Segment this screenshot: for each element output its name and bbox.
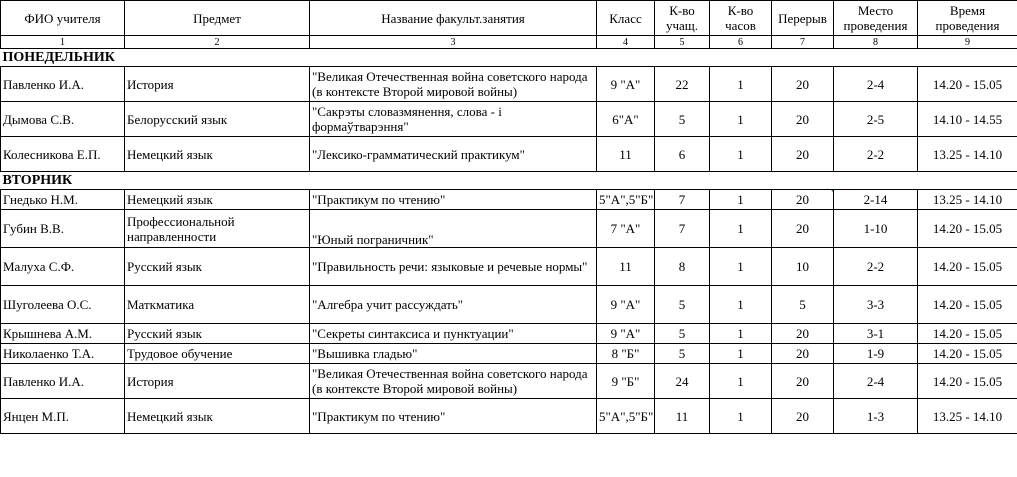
cell-break: 20 xyxy=(772,102,834,137)
cell-course: "Практикум по чтению" xyxy=(310,190,597,210)
cell-students: 5 xyxy=(655,286,710,324)
header-time: Время проведения xyxy=(918,1,1017,36)
cell-class: 8 "Б" xyxy=(597,344,655,364)
day-row-monday xyxy=(1,49,1017,67)
cell-students: 7 xyxy=(655,210,710,248)
cell-place: 2-2 xyxy=(834,137,918,172)
table-row xyxy=(1,248,1017,286)
cell-break: 20 xyxy=(772,364,834,399)
cell-place: 1-10 xyxy=(834,210,918,248)
cell-break: 20 xyxy=(772,67,834,102)
cell-break: 20 xyxy=(772,190,834,210)
cell-place: 2-14 xyxy=(834,190,918,210)
cell-break: 5 xyxy=(772,286,834,324)
cell-break: 20 xyxy=(772,344,834,364)
cell-students: 22 xyxy=(655,67,710,102)
cell-break: 20 xyxy=(772,324,834,344)
cell-time: 13.25 - 14.10 xyxy=(918,190,1017,210)
cell-time: 13.25 - 14.10 xyxy=(918,399,1017,434)
cell-course: "Алгебра учит рассуждать" xyxy=(310,286,597,324)
cell-break: 20 xyxy=(772,399,834,434)
cell-subject: Белорусский язык xyxy=(125,102,310,137)
column-number: 8 xyxy=(834,36,918,49)
cell-course: "Великая Отечественная война советского народа (в контексте Второй мировой войны) xyxy=(310,67,597,102)
cell-place: 2-5 xyxy=(834,102,918,137)
cell-course: "Лексико-грамматический практикум" xyxy=(310,137,597,172)
table-row xyxy=(1,399,1017,434)
cell-hours: 1 xyxy=(710,210,772,248)
column-number: 7 xyxy=(772,36,834,49)
cell-break: 20 xyxy=(772,210,834,248)
cell-time: 14.10 - 14.55 xyxy=(918,102,1017,137)
column-number: 1 xyxy=(1,36,125,49)
cell-class: 9 "А" xyxy=(597,324,655,344)
cell-teacher: Павленко И.А. xyxy=(1,364,125,399)
column-number: 5 xyxy=(655,36,710,49)
header-course: Название факульт.занятия xyxy=(310,1,597,36)
cell-class: 9 "А" xyxy=(597,286,655,324)
cell-subject: Немецкий язык xyxy=(125,137,310,172)
day-row-tuesday xyxy=(1,172,1017,190)
cell-teacher: Шуголеева О.С. xyxy=(1,286,125,324)
table-row xyxy=(1,286,1017,324)
cell-students: 24 xyxy=(655,364,710,399)
cell-hours: 1 xyxy=(710,344,772,364)
cell-time: 14.20 - 15.05 xyxy=(918,248,1017,286)
cell-time: 14.20 - 15.05 xyxy=(918,286,1017,324)
cell-subject: Русский язык xyxy=(125,324,310,344)
cell-students: 11 xyxy=(655,399,710,434)
cell-class: 6"А" xyxy=(597,102,655,137)
cell-place: 2-4 xyxy=(834,67,918,102)
table-row xyxy=(1,67,1017,102)
header-place: Место проведения xyxy=(834,1,918,36)
header-subject: Предмет xyxy=(125,1,310,36)
column-number: 6 xyxy=(710,36,772,49)
cell-students: 7 xyxy=(655,190,710,210)
cell-teacher: Крышнева А.М. xyxy=(1,324,125,344)
column-number: 2 xyxy=(125,36,310,49)
cell-place: 2-2 xyxy=(834,248,918,286)
cell-time: 14.20 - 15.05 xyxy=(918,67,1017,102)
cell-subject: История xyxy=(125,364,310,399)
column-number: 4 xyxy=(597,36,655,49)
cell-class: 7 "А" xyxy=(597,210,655,248)
cell-class: 5"А",5"Б" xyxy=(597,399,655,434)
header-teacher: ФИО учителя xyxy=(1,1,125,36)
cell-students: 5 xyxy=(655,324,710,344)
day-label-tuesday: ВТОРНИК xyxy=(1,172,1017,190)
cell-course: "Великая Отечественная война советского народа (в контексте Второй мировой войны) xyxy=(310,364,597,399)
cell-course: "Правильность речи: языковые и речевые нормы" xyxy=(310,248,597,286)
cell-course: "Юный пограничник" xyxy=(310,210,597,248)
cell-teacher: Янцен М.П. xyxy=(1,399,125,434)
cell-students: 8 xyxy=(655,248,710,286)
cell-time: 13.25 - 14.10 xyxy=(918,137,1017,172)
cell-hours: 1 xyxy=(710,286,772,324)
header-row xyxy=(1,1,1017,36)
cell-hours: 1 xyxy=(710,399,772,434)
cell-course: "Сакрэты словазмянення, слова - і формаўтварэння" xyxy=(310,102,597,137)
cell-time: 14.20 - 15.05 xyxy=(918,324,1017,344)
cell-hours: 1 xyxy=(710,364,772,399)
table-row xyxy=(1,324,1017,344)
table-row xyxy=(1,102,1017,137)
cell-hours: 1 xyxy=(710,137,772,172)
cell-place: 3-1 xyxy=(834,324,918,344)
cell-place: 1-3 xyxy=(834,399,918,434)
cell-place: 1-9 xyxy=(834,344,918,364)
cell-hours: 1 xyxy=(710,67,772,102)
cell-students: 5 xyxy=(655,344,710,364)
cell-hours: 1 xyxy=(710,324,772,344)
cell-time: 14.20 - 15.05 xyxy=(918,344,1017,364)
cell-class: 5"А",5"Б" xyxy=(597,190,655,210)
header-hours: К-во часов xyxy=(710,1,772,36)
cell-place: 2-4 xyxy=(834,364,918,399)
cell-teacher: Павленко И.А. xyxy=(1,67,125,102)
cell-subject: Немецкий язык xyxy=(125,399,310,434)
cell-subject: Профессиональной направленности xyxy=(125,210,310,248)
cell-time: 14.20 - 15.05 xyxy=(918,364,1017,399)
cell-course: "Секреты синтаксиса и пунктуации" xyxy=(310,324,597,344)
header-class: Класс xyxy=(597,1,655,36)
cell-subject: Маткматика xyxy=(125,286,310,324)
cell-course: "Вышивка гладью" xyxy=(310,344,597,364)
cell-teacher: Колесникова Е.П. xyxy=(1,137,125,172)
cell-hours: 1 xyxy=(710,248,772,286)
day-label-monday: ПОНЕДЕЛЬНИК xyxy=(1,49,1017,67)
table-row xyxy=(1,137,1017,172)
cell-students: 5 xyxy=(655,102,710,137)
cell-subject: Трудовое обучение xyxy=(125,344,310,364)
cell-students: 6 xyxy=(655,137,710,172)
cell-subject: Немецкий язык xyxy=(125,190,310,210)
column-number: 9 xyxy=(918,36,1017,49)
cell-hours: 1 xyxy=(710,190,772,210)
cell-break: 10 xyxy=(772,248,834,286)
cell-hours: 1 xyxy=(710,102,772,137)
column-number: 3 xyxy=(310,36,597,49)
table-row xyxy=(1,210,1017,248)
cell-subject: История xyxy=(125,67,310,102)
header-students: К-во учащ. xyxy=(655,1,710,36)
table-row xyxy=(1,190,1017,210)
cell-place: 3-3 xyxy=(834,286,918,324)
cell-break: 20 xyxy=(772,137,834,172)
table-row xyxy=(1,364,1017,399)
cell-class: 9 "А" xyxy=(597,67,655,102)
cell-teacher: Дымова С.В. xyxy=(1,102,125,137)
header-break: Перерыв xyxy=(772,1,834,36)
cell-teacher: Гнедько Н.М. xyxy=(1,190,125,210)
cell-teacher: Николаенко Т.А. xyxy=(1,344,125,364)
cell-teacher: Губин В.В. xyxy=(1,210,125,248)
cell-time: 14.20 - 15.05 xyxy=(918,210,1017,248)
cell-class: 11 xyxy=(597,248,655,286)
table-row xyxy=(1,344,1017,364)
cell-class: 11 xyxy=(597,137,655,172)
cell-teacher: Малуха С.Ф. xyxy=(1,248,125,286)
column-number-row xyxy=(1,36,1017,49)
cell-class: 9 "Б" xyxy=(597,364,655,399)
cell-subject: Русский язык xyxy=(125,248,310,286)
cell-course: "Практикум по чтению" xyxy=(310,399,597,434)
